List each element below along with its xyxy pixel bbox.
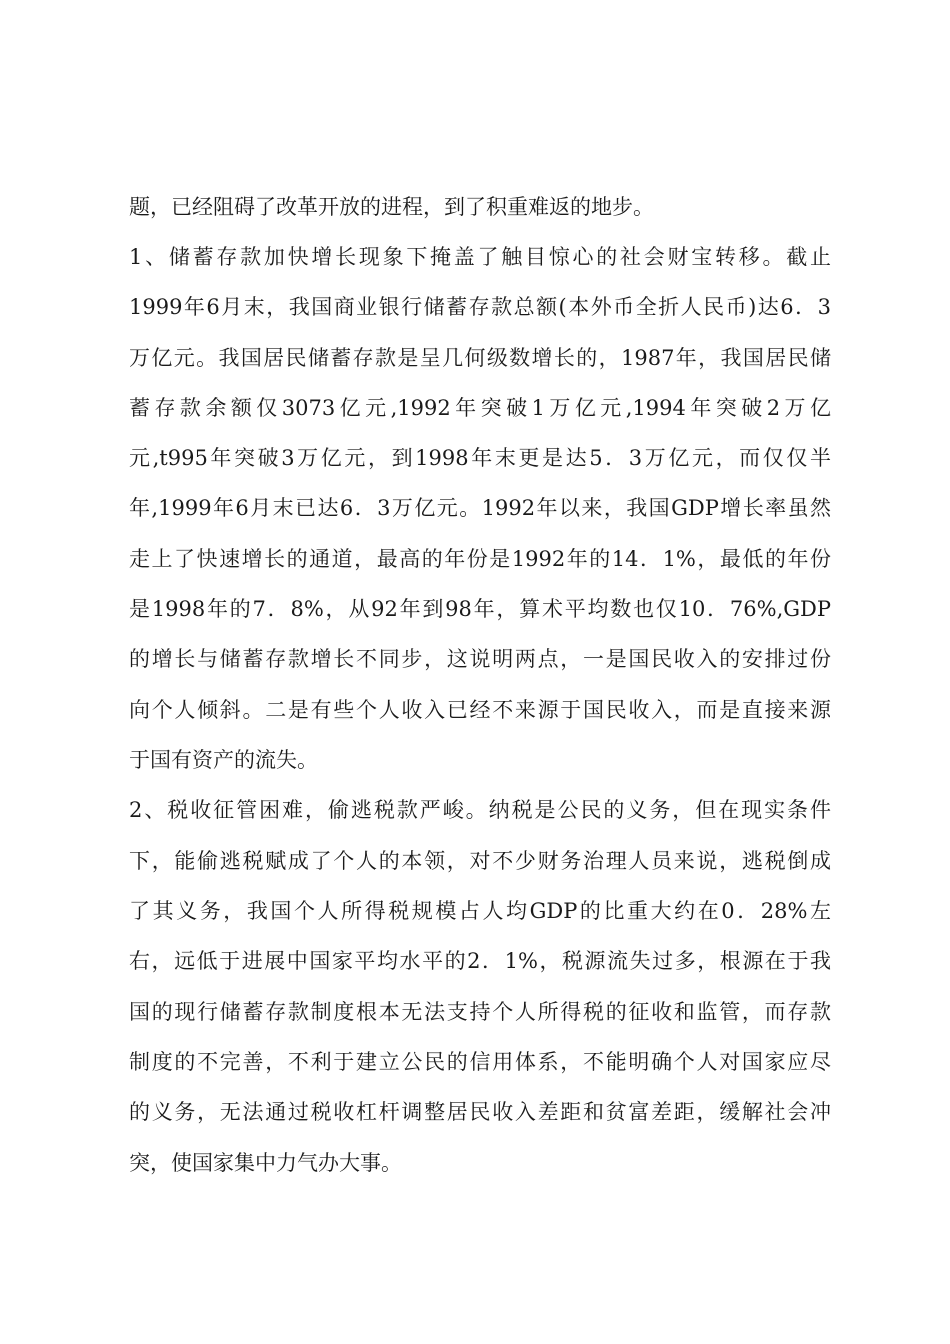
text-line-13: 2、税收征管困难，偷逃税款严峻。纳税是公民的义务，但在现实条件 xyxy=(129,798,831,822)
text-line-18: 制度的不完善，不利于建立公民的信用体系，不能明确个人对国家应尽 xyxy=(129,1050,831,1074)
text-line-11: 向个人倾斜。二是有些个人收入已经不来源于国民收入，而是直接来源 xyxy=(129,698,831,722)
text-line-1: 题，已经阻碍了改革开放的进程，到了积重难返的地步。 xyxy=(129,195,654,219)
text-line-10: 的增长与储蓄存款增长不同步，这说明两点，一是国民收入的安排过份 xyxy=(129,647,831,671)
text-line-12: 于国有资产的流失。 xyxy=(129,748,318,772)
text-line-8: 走上了快速增长的通道，最高的年份是1992年的14．1%，最低的年份 xyxy=(129,547,831,571)
text-line-14: 下，能偷逃税赋成了个人的本领，对不少财务治理人员来说，逃税倒成 xyxy=(129,849,831,873)
text-line-17: 国的现行储蓄存款制度根本无法支持个人所得税的征收和监管，而存款 xyxy=(129,1000,831,1024)
text-line-6: 元,t995年突破3万亿元，到1998年末更是达5．3万亿元，而仅仅半 xyxy=(129,446,831,470)
text-line-4: 万亿元。我国居民储蓄存款是呈几何级数增长的，1987年，我国居民储 xyxy=(129,346,831,370)
text-line-15: 了其义务，我国个人所得税规模占人均GDP的比重大约在0．28%左 xyxy=(129,899,831,923)
text-line-20: 突，使国家集中力气办大事。 xyxy=(129,1151,402,1175)
text-line-7: 年,1999年6月末已达6．3万亿元。1992年以来，我国GDP增长率虽然 xyxy=(129,496,831,520)
text-line-2: 1、储蓄存款加快增长现象下掩盖了触目惊心的社会财宝转移。截止 xyxy=(129,245,831,269)
text-line-9: 是1998年的7．8%，从92年到98年，算术平均数也仅10．76%,GDP xyxy=(129,597,831,621)
text-line-19: 的义务，无法通过税收杠杆调整居民收入差距和贫富差距，缓解社会冲 xyxy=(129,1100,831,1124)
text-line-3: 1999年6月末，我国商业银行储蓄存款总额(本外币全折人民币)达6．3 xyxy=(129,295,831,319)
text-line-16: 右，远低于进展中国家平均水平的2．1%，税源流失过多，根源在于我 xyxy=(129,949,831,973)
text-line-5: 蓄存款余额仅3073亿元,1992年突破1万亿元,1994年突破2万亿 xyxy=(129,396,831,420)
